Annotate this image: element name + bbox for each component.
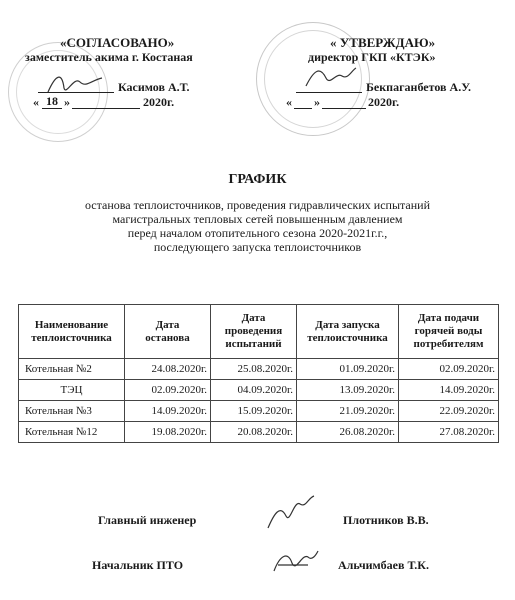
table-cell: 21.09.2020г. bbox=[297, 401, 399, 422]
table-cell: 20.08.2020г. bbox=[211, 422, 297, 443]
signature-position: Начальник ПТО bbox=[92, 558, 184, 572]
table-cell: 02.09.2020г. bbox=[399, 359, 499, 380]
left-date-open: « bbox=[33, 95, 39, 109]
signature-icon bbox=[264, 494, 316, 532]
right-year: 2020г. bbox=[368, 95, 400, 109]
signature-name: Плотников В.В. bbox=[343, 513, 429, 527]
subtitle-line: перед началом отопительного сезона 2020-2021г.г., bbox=[127, 226, 388, 240]
right-name: Бекпаганбетов А.У. bbox=[366, 80, 472, 94]
subtitle-line: магистральных тепловых сетей повышенным давлением bbox=[112, 212, 403, 226]
document-subtitle bbox=[0, 198, 515, 254]
right-date-close: » bbox=[314, 95, 320, 109]
table-cell: 25.08.2020г. bbox=[211, 359, 297, 380]
schedule-table bbox=[18, 304, 499, 443]
table-cell: 01.09.2020г. bbox=[297, 359, 399, 380]
table-cell: Котельная №3 bbox=[19, 401, 125, 422]
left-date-day: 18 bbox=[46, 94, 58, 108]
signature-position: Главный инженер bbox=[98, 513, 197, 527]
table-cell: 04.09.2020г. bbox=[211, 380, 297, 401]
document-heading: ГРАФИК bbox=[228, 172, 287, 187]
header-cell: Дата подачи горячей воды потребителям bbox=[399, 305, 499, 359]
left-name: Касимов А.Т. bbox=[118, 80, 190, 94]
table-cell: 27.08.2020г. bbox=[399, 422, 499, 443]
table-cell: Котельная №2 bbox=[19, 359, 125, 380]
table-cell: 26.08.2020г. bbox=[297, 422, 399, 443]
subtitle-line: останова теплоисточников, проведения гидравлических испытаний bbox=[85, 198, 430, 212]
table-row bbox=[19, 380, 499, 401]
table-row bbox=[19, 422, 499, 443]
left-position: заместитель акима г. Костаная bbox=[25, 50, 193, 64]
table-cell: 14.09.2020г. bbox=[399, 380, 499, 401]
table-row bbox=[19, 401, 499, 422]
header-cell: Дата проведения испытаний bbox=[211, 305, 297, 359]
table-cell: Котельная №12 bbox=[19, 422, 125, 443]
left-title: «СОГЛАСОВАНО» bbox=[60, 35, 175, 50]
header-cell: Наименование теплоисточника bbox=[19, 305, 125, 359]
table-header-row bbox=[19, 305, 499, 359]
left-date-close: » bbox=[64, 95, 70, 109]
signature-icon bbox=[268, 545, 320, 577]
right-position: директор ГКП «КТЭК» bbox=[308, 50, 436, 64]
table-cell: 15.09.2020г. bbox=[211, 401, 297, 422]
header-cell: Дата останова bbox=[125, 305, 211, 359]
table-cell: 19.08.2020г. bbox=[125, 422, 211, 443]
table-row bbox=[19, 359, 499, 380]
subtitle-line: последующего запуска теплоисточников bbox=[153, 240, 362, 254]
left-year: 2020г. bbox=[143, 95, 175, 109]
table-cell: 24.08.2020г. bbox=[125, 359, 211, 380]
right-date-open: « bbox=[286, 95, 292, 109]
right-signature-icon bbox=[300, 62, 360, 92]
table-cell: ТЭЦ bbox=[19, 380, 125, 401]
table-cell: 14.09.2020г. bbox=[125, 401, 211, 422]
signature-name: Альчимбаев Т.К. bbox=[338, 558, 429, 572]
table-cell: 22.09.2020г. bbox=[399, 401, 499, 422]
header-cell: Дата запуска теплоисточника bbox=[297, 305, 399, 359]
right-title: « УТВЕРЖДАЮ» bbox=[330, 35, 436, 50]
table-cell: 13.09.2020г. bbox=[297, 380, 399, 401]
table-cell: 02.09.2020г. bbox=[125, 380, 211, 401]
